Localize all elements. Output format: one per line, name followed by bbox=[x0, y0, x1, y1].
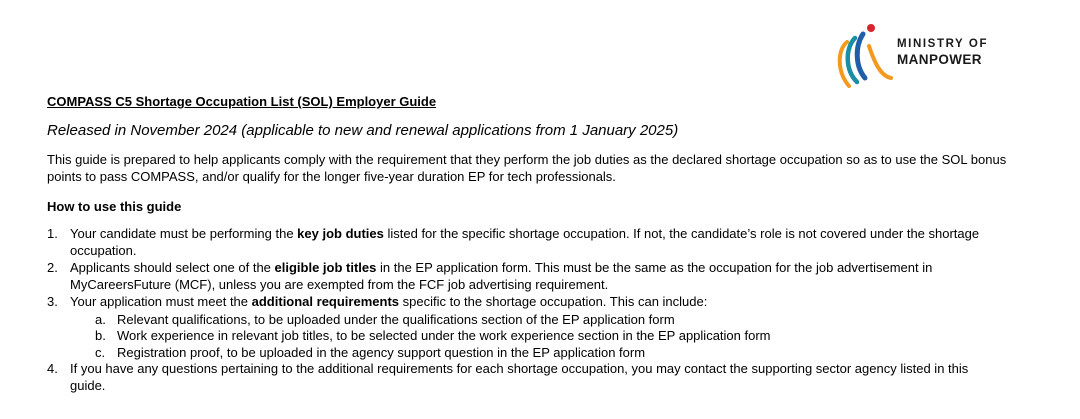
mom-logo-mark-icon bbox=[835, 20, 895, 92]
list-item-bold: eligible job titles bbox=[274, 260, 377, 275]
list-item-number: 3. bbox=[47, 294, 58, 309]
mom-logo bbox=[835, 20, 1005, 92]
logo-ministry-of: MINISTRY OF bbox=[897, 38, 989, 50]
intro-paragraph: This guide is prepared to help applicants comply with the requirement that they perform the job duties as the declared shortage occupation so as to use the SOL bonus points to pass COMPASS, and/or qualify for the longer five-year duration EP for tech professionals. bbox=[47, 152, 1007, 184]
sub-list-item-letter: c. bbox=[95, 344, 106, 360]
list-item-number: 1. bbox=[47, 226, 58, 241]
list-item-number: 2. bbox=[47, 260, 58, 275]
release-note: Released in November 2024 (applicable to new and renewal applications from 1 January 2025) bbox=[47, 122, 679, 139]
instructions-list bbox=[47, 226, 1007, 395]
list-item-bold: additional requirements bbox=[251, 294, 400, 309]
list-item-text: in the EP application form. This must be the same as the occupation for the job advertisement in MyCareersFuture (MCF), unless you are exempted from the FCF job advertising requirement. bbox=[70, 260, 933, 292]
list-item-text: specific to the shortage occupation. This can include: bbox=[399, 294, 708, 309]
list-item bbox=[47, 361, 1007, 394]
list-item bbox=[47, 226, 1007, 259]
sub-list-item-text: Relevant qualifications, to be uploaded under the qualifications section of the EP application form bbox=[117, 311, 675, 327]
sub-list-item-letter: a. bbox=[95, 311, 106, 327]
document-title: COMPASS C5 Shortage Occupation List (SOL) Employer Guide bbox=[47, 94, 437, 109]
sub-list-item bbox=[47, 312, 1007, 329]
list-item-text: Applicants should select one of the bbox=[70, 260, 275, 275]
how-to-heading: How to use this guide bbox=[47, 199, 182, 214]
sub-list-item-text: Work experience in relevant job titles, to be selected under the work experience section in the EP application form bbox=[117, 328, 771, 343]
list-item-number: 4. bbox=[47, 361, 58, 376]
list-item bbox=[47, 260, 1007, 293]
sub-list-item-text: Registration proof, to be uploaded in the agency support question in the EP application form bbox=[117, 344, 646, 360]
list-item-text: If you have any questions pertaining to the additional requirements for each shortage occupation, you may contact the supporting sector agency listed in this guide. bbox=[70, 361, 969, 393]
list-item-text: Your application must meet the bbox=[70, 294, 252, 309]
sub-list-item-letter: b. bbox=[95, 328, 106, 343]
list-item-text: listed for the specific shortage occupation. If not, the candidate’s role is not covered under the shortage occupation. bbox=[70, 226, 980, 258]
list-item-text: Your candidate must be performing the bbox=[70, 226, 298, 241]
sub-list-item bbox=[47, 328, 1007, 345]
logo-manpower: MANPOWER bbox=[897, 52, 982, 67]
list-item bbox=[47, 294, 1007, 311]
sub-list-item bbox=[47, 345, 1007, 362]
list-item-bold: key job duties bbox=[297, 226, 384, 241]
